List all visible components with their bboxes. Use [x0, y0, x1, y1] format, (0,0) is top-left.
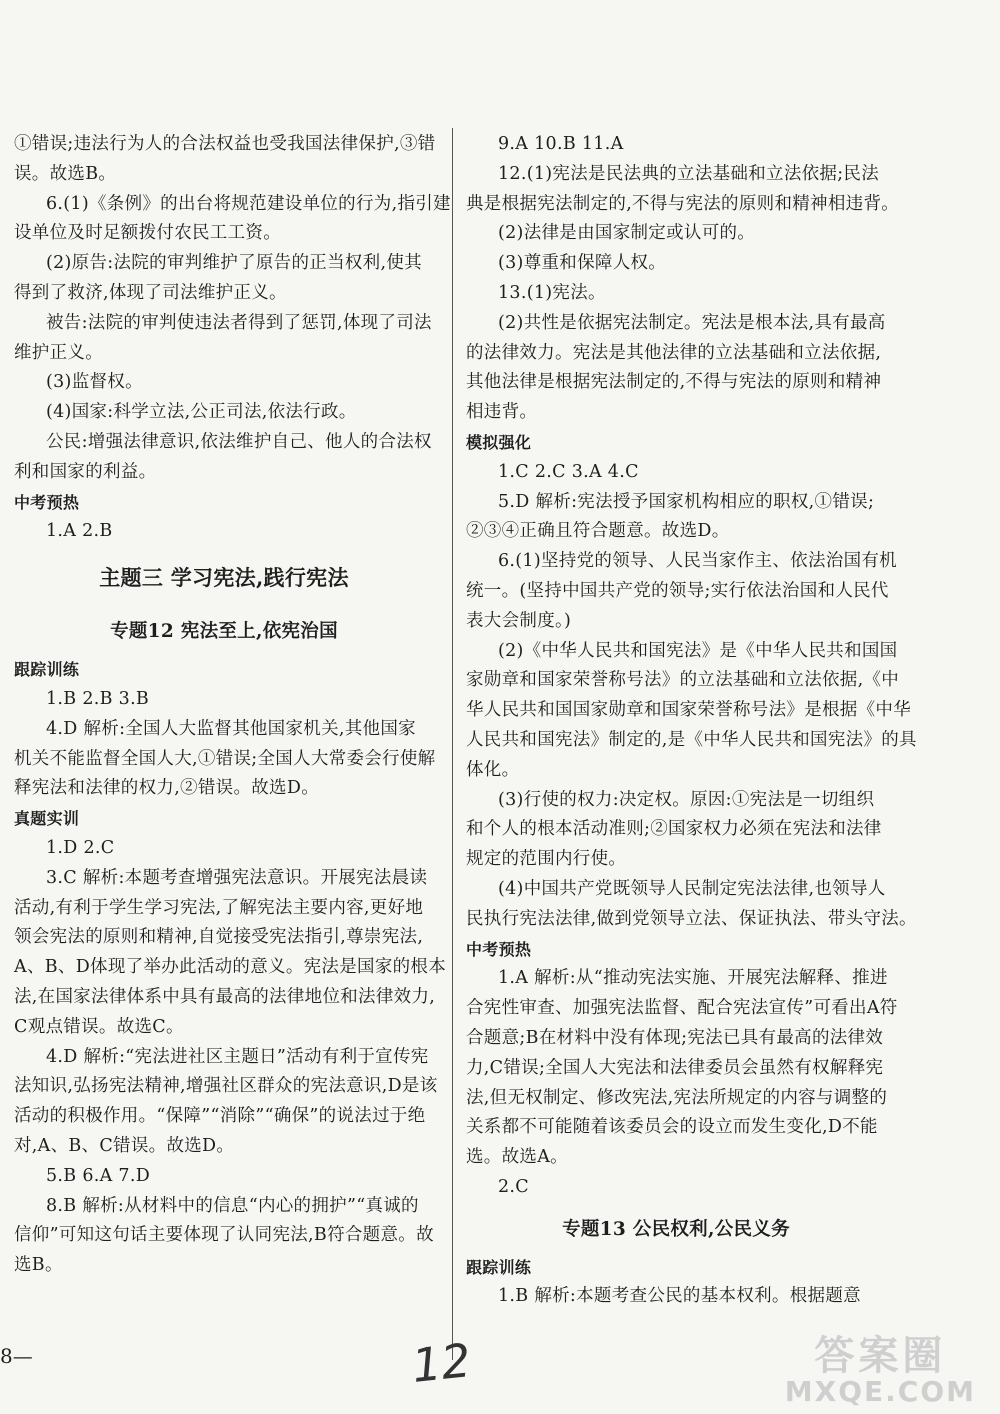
section-heading: 真题实训: [14, 809, 80, 829]
text-line: 领会宪法的原则和精神,自觉接受宪法指引,尊崇宪法,: [14, 927, 424, 948]
text-line: (2)原告:法院的审判维护了原告的正当权利,使其: [46, 253, 422, 274]
text-line: (2)法律是由国家制定或认可的。: [498, 223, 756, 244]
text-line: 6.(1)《条例》的出台将规范建设单位的行为,指引建: [46, 193, 451, 214]
text-line: 8.B 解析:从材料中的信息“内心的拥护”“真诚的: [46, 1195, 419, 1216]
text-line: 家勋章和国家荣誉称号法》的立法基础和立法依据,《中: [466, 670, 900, 691]
text-line: 12.(1)宪法是民法典的立法基础和立法依据;民法: [498, 163, 880, 184]
text-line: 释宪法和法律的权力,②错误。故选D。: [14, 778, 319, 799]
text-line: 人民共和国宪法》制定的,是《中华人民共和国宪法》的具: [466, 729, 917, 750]
text-line: (4)国家:科学立法,公正司法,依法行政。: [46, 402, 357, 423]
text-line: 选。故选A。: [466, 1147, 568, 1168]
section-heading: 跟踪训练: [466, 1257, 532, 1277]
text-line: 对,A、B、C错误。故选D。: [14, 1135, 235, 1156]
text-line: 利和国家的利益。: [14, 461, 157, 482]
text-line: 体化。: [466, 759, 520, 780]
text-line: 信仰”可知这句话主要体现了认同宪法,B符合题意。故: [14, 1225, 434, 1246]
text-line: 1.C 2.C 3.A 4.C: [498, 461, 639, 482]
text-line: 13.(1)宪法。: [498, 282, 606, 303]
section-heading: 模拟强化: [466, 432, 532, 452]
text-line: 活动的积极作用。“保障”“消除”“确保”的说法过于绝: [14, 1106, 426, 1127]
text-line: 法,但无权制定、修改宪法,宪法所规定的内容与调整的: [466, 1087, 888, 1108]
text-line: 5.B 6.A 7.D: [46, 1165, 151, 1186]
text-line: 合宪性审查、加强宪法监督、配合宪法宣传”可看出A符: [466, 998, 898, 1019]
text-line: 设单位及时足额拨付农民工工资。: [14, 223, 281, 244]
special-title: 专题12 宪法至上,依宪治国: [110, 621, 338, 643]
text-line: 关系都不可能随着该委员会的设立而发生变化,D不能: [466, 1117, 878, 1138]
text-line: 得到了救济,体现了司法维护正义。: [14, 282, 287, 303]
text-line: 相违背。: [466, 402, 538, 423]
text-line: 其他法律是根据宪法制定的,不得与宪法的原则和精神: [466, 372, 882, 393]
text-line: 5.D 解析:宪法授予国家机构相应的职权,①错误;: [498, 491, 875, 512]
topic-title: 主题三 学习宪法,践行宪法: [99, 565, 349, 591]
text-line: C观点错误。故选C。: [14, 1016, 184, 1037]
text-line: A、B、D体现了举办此活动的意义。宪法是国家的根本: [14, 957, 447, 978]
watermark-logo: 答案圈: [814, 1333, 947, 1379]
text-line: ①错误;违法行为人的合法权益也受我国法律保护,③错: [14, 134, 436, 154]
text-line: 活动,有利于学生学习宪法,了解宪法主要内容,更好地: [14, 897, 424, 918]
text-line: 机关不能监督全国人大,①错误;全国人大常委会行使解: [14, 748, 436, 769]
text-line: 1.D 2.C: [46, 837, 115, 858]
text-line: 力,C错误;全国人大宪法和法律委员会虽然有权解释宪: [466, 1057, 884, 1078]
text-line: (3)监督权。: [46, 372, 143, 393]
right-column: [466, 130, 917, 1312]
text-line: 的法律效力。宪法是其他法律的立法基础和立法依据,: [466, 342, 882, 363]
text-line: ②③④正确且符合题意。故选D。: [466, 521, 730, 542]
text-line: 1.A 解析:从“推动宪法实施、开展宪法解释、推进: [498, 968, 888, 989]
column-divider: [452, 128, 453, 1360]
text-line: 1.A 2.B: [46, 521, 113, 542]
text-line: 法知识,弘扬宪法精神,增强社区群众的宪法意识,D是该: [14, 1076, 438, 1097]
text-line: (2)《中华人民共和国宪法》是《中华人民共和国国: [498, 640, 898, 661]
text-line: (4)中国共产党既领导人民制定宪法法律,也领导人: [498, 878, 886, 899]
watermark-url: MXQE.COM: [784, 1375, 976, 1408]
text-line: (3)尊重和保障人权。: [498, 253, 667, 274]
text-line: 规定的范围内行使。: [466, 849, 627, 870]
text-line: 6.(1)坚持党的领导、人民当家作主、依法治国有机: [498, 551, 897, 572]
text-line: 误。故选B。: [14, 163, 117, 184]
text-line: 4.D 解析:全国人大监督其他国家机关,其他国家: [46, 718, 416, 739]
left-column: [14, 130, 451, 1281]
text-line: 法,在国家法律体系中具有最高的法律地位和法律效力,: [14, 986, 436, 1007]
page-number: 8—: [0, 1344, 33, 1368]
text-line: 典是根据宪法制定的,不得与宪法的原则和精神相违背。: [466, 193, 900, 214]
text-line: 和个人的根本活动准则;②国家权力必须在宪法和法律: [466, 819, 882, 840]
text-line: 表大会制度。): [466, 610, 572, 631]
text-line: 华人民共和国国家勋章和国家荣誉称号法》是根据《中华: [466, 700, 911, 721]
text-line: 9.A 10.B 11.A: [498, 134, 624, 154]
text-line: 民执行宪法法律,做到党领导立法、保证执法、带头守法。: [466, 908, 917, 929]
text-line: 被告:法院的审判使违法者得到了惩罚,体现了司法: [46, 312, 432, 333]
section-heading: 跟踪训练: [14, 660, 80, 680]
text-line: 公民:增强法律意识,依法维护自己、他人的合法权: [46, 431, 432, 452]
watermark: [785, 1324, 976, 1408]
text-line: 2.C: [498, 1176, 529, 1197]
text-line: 选B。: [14, 1255, 63, 1276]
text-line: 4.D 解析:“宪法进社区主题日”活动有利于宣传宪: [46, 1046, 429, 1067]
text-line: 统一。(坚持中国共产党的领导;实行依法治国和人民代: [466, 580, 889, 601]
text-line: (3)行使的权力:决定权。原因:①宪法是一切组织: [498, 789, 875, 810]
text-line: 1.B 2.B 3.B: [46, 688, 150, 709]
text-line: 3.C 解析:本题考查增强宪法意识。开展宪法晨读: [46, 867, 428, 888]
special-title: 专题13 公民权利,公民义务: [562, 1218, 790, 1240]
section-heading: 中考预热: [14, 492, 80, 512]
handwritten-page-number: 12: [409, 1333, 474, 1393]
text-line: (2)共性是依据宪法制定。宪法是根本法,具有最高: [498, 312, 886, 333]
section-heading: 中考预热: [466, 939, 532, 959]
text-line: 1.B 解析:本题考查公民的基本权利。根据题意: [498, 1286, 861, 1307]
text-line: 维护正义。: [14, 342, 103, 363]
text-line: 合题意;B在材料中没有体现;宪法已具有最高的法律效: [466, 1027, 884, 1048]
